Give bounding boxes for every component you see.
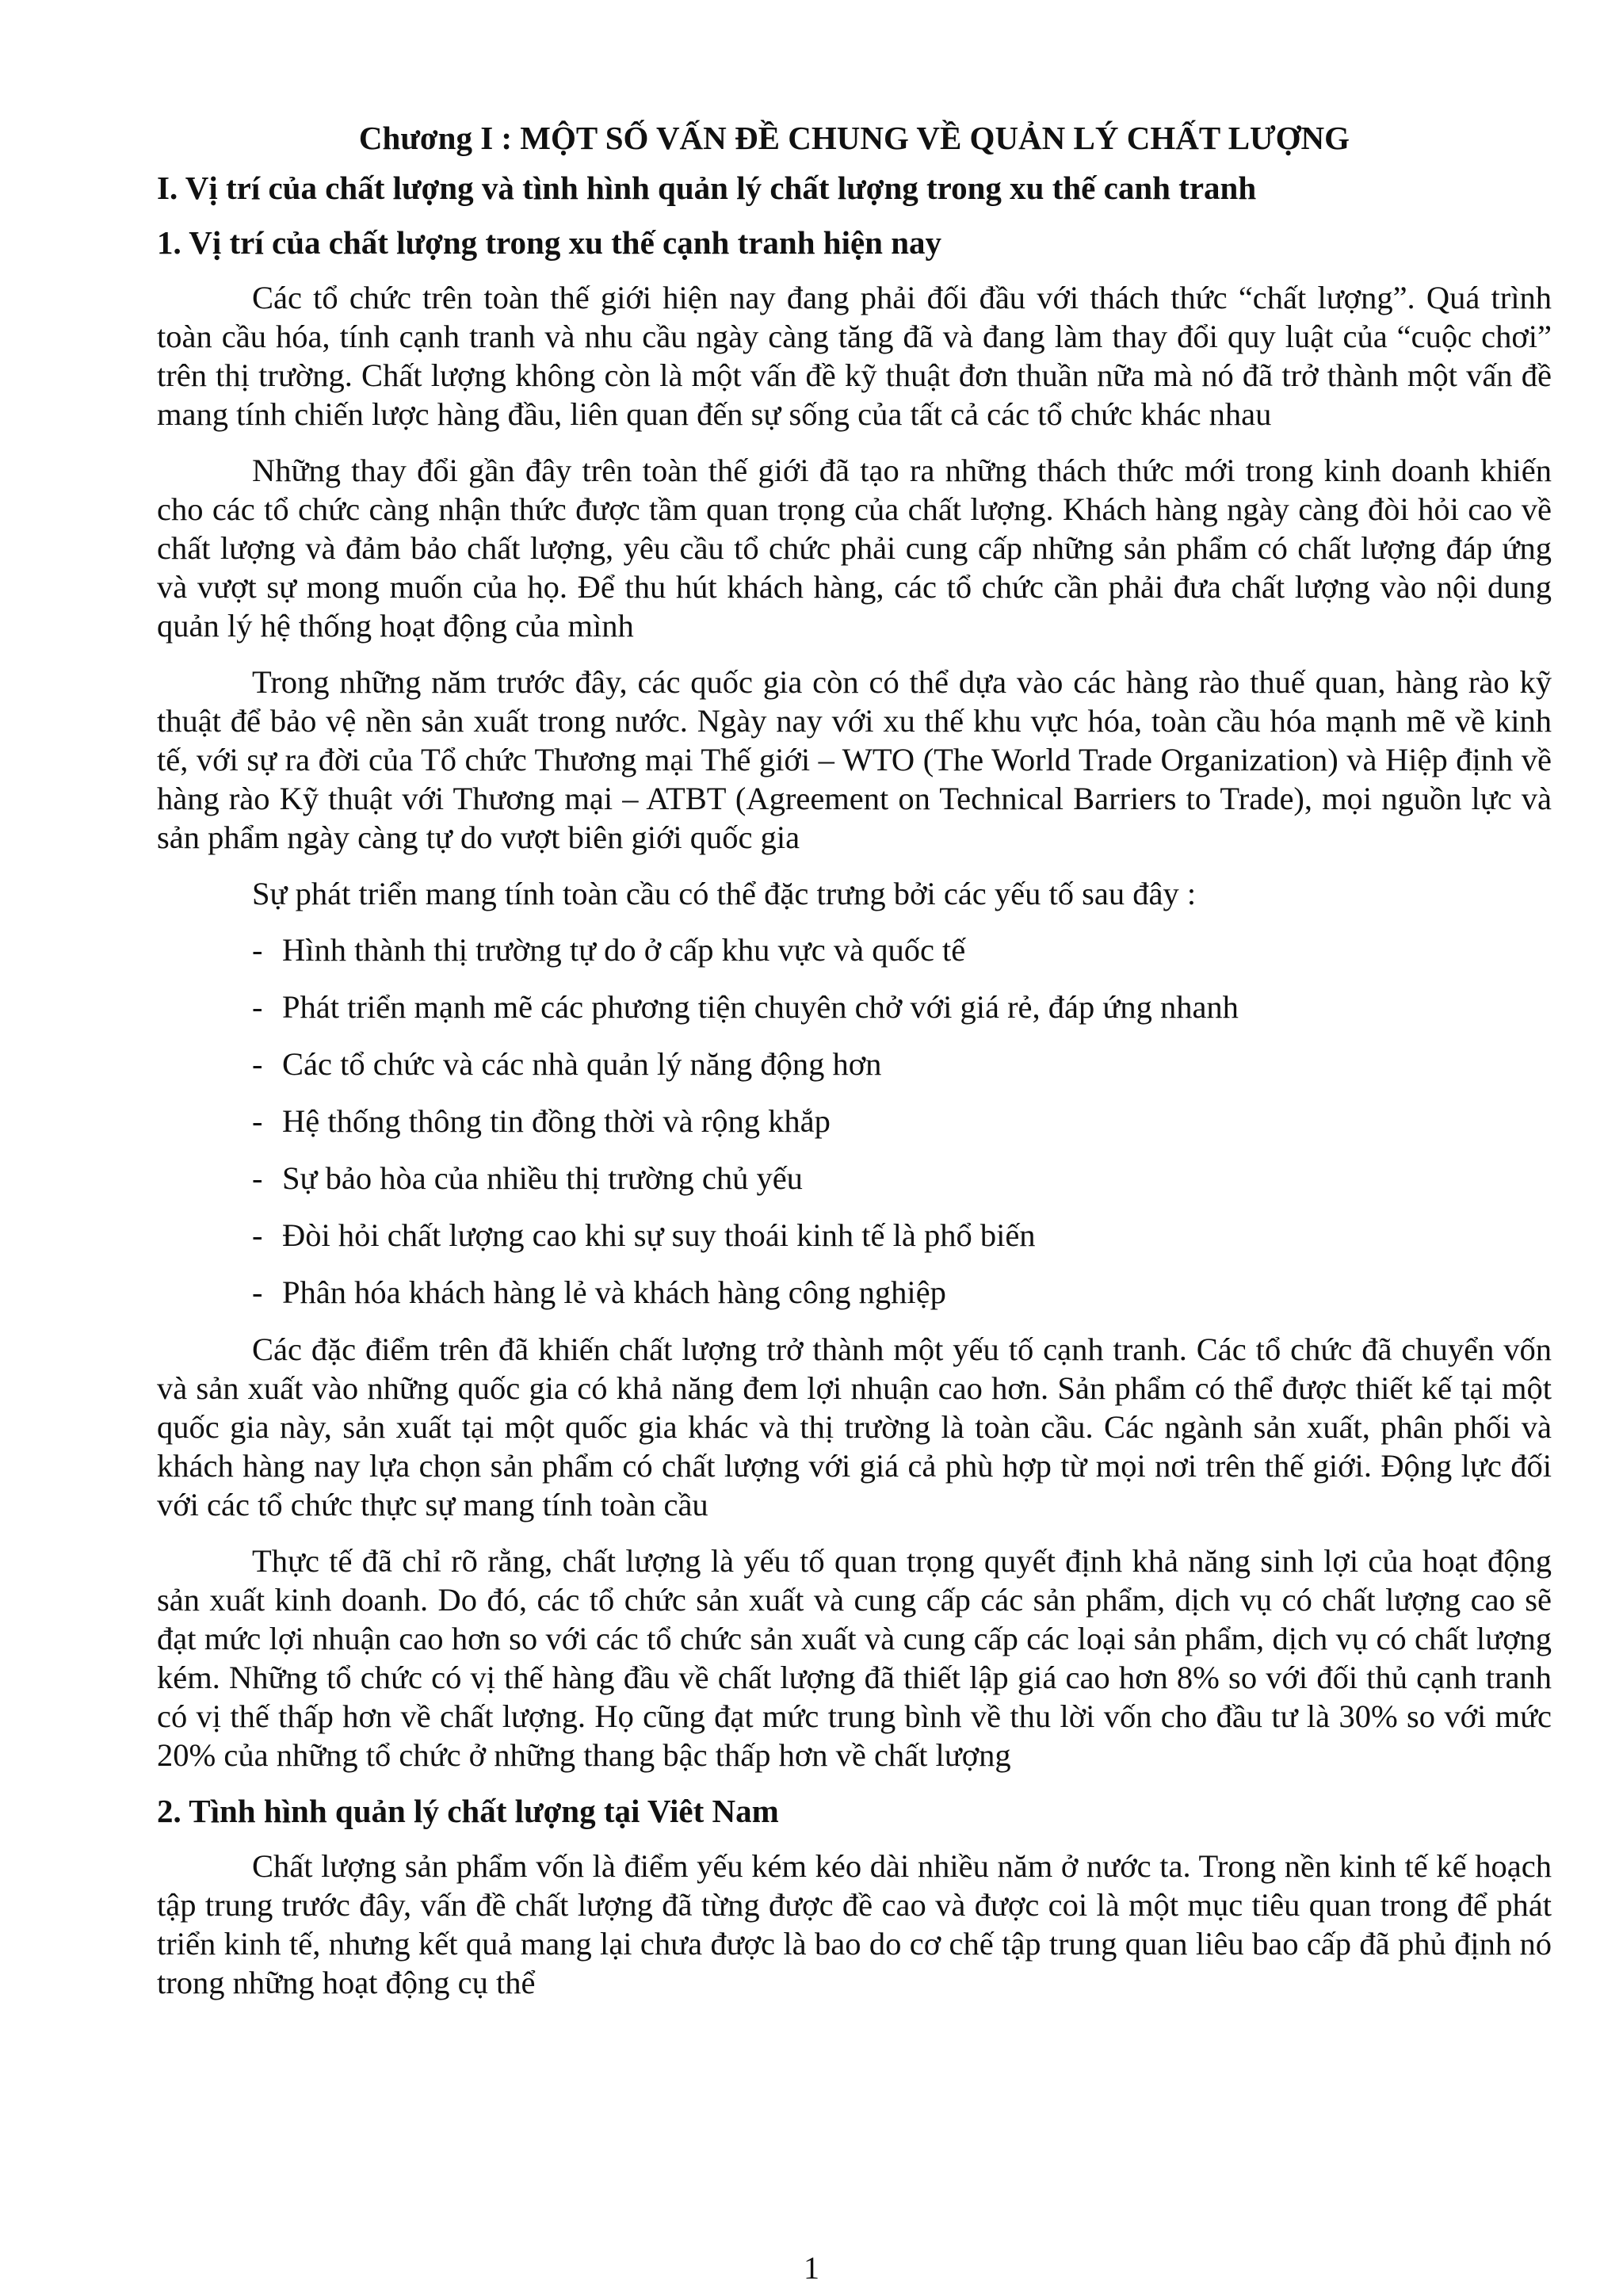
list-item (157, 988, 1552, 1026)
list-item (157, 1102, 1552, 1140)
paragraph: Trong những năm trước đây, các quốc gia còn có thể dựa vào các hàng rào thuế quan, hàng rào kỹ thuật để bảo vệ nền sản xuất trong nước. Ngày nay với xu thế khu vực hóa, toàn cầu hóa mạnh mẽ về kinh tế, với sự ra đời của Tổ chức Thương mại Thế giới – WTO (The World Trade Organization) và Hiệp định về hàng rào Kỹ thuật với Thương mại – ATBT (Agreement on Technical Barriers to Trade), mọi nguồn lực và sản phẩm ngày càng tự do vượt biên giới quốc gia (157, 664, 1552, 855)
paragraph: Các tổ chức trên toàn thế giới hiện nay đang phải đối đầu với thách thức “chất lượng”. Quá trình toàn cầu hóa, tính cạnh tranh và nhu cầu ngày càng tăng đã và đang làm thay đổi quy luật của “cuộc chơi” trên thị trường. Chất lượng không còn là một vấn đề kỹ thuật đơn thuần nữa mà nó đã trở thành một vấn đề mang tính chiến lược hàng đầu, liên quan đến sự sống của tất cả các tổ chức khác nhau (157, 280, 1552, 432)
section-title: I. Vị trí của chất lượng và tình hình quản lý chất lượng trong xu thế canh tranh (157, 170, 1257, 206)
list-item (157, 1216, 1552, 1255)
list-item (157, 1159, 1552, 1198)
paragraph: Chất lượng sản phẩm vốn là điểm yếu kém kéo dài nhiều năm ở nước ta. Trong nền kinh tế kế hoạch tập trung trước đây, vấn đề chất lượng đã từng được đề cao và được coi là một mục tiêu quan trong để phát triển kinh tế, nhưng kết quả mang lại chưa được là bao do cơ chế tập trung quan liêu bao cấp đã phủ định nó trong những hoạt động cụ thể (157, 1848, 1552, 2000)
list-item-text: Hình thành thị trường tự do ở cấp khu vực và quốc tế (282, 932, 966, 968)
bullet-dash: - (252, 1046, 263, 1082)
chapter-title: Chương I : MỘT SỐ VẤN ĐỀ CHUNG VỀ QUẢN LÝ CHẤT LƯỢNG (358, 120, 1350, 156)
list-item-text: Đòi hỏi chất lượng cao khi sự suy thoái kinh tế là phổ biến (282, 1217, 1036, 1253)
list-item (157, 930, 1552, 969)
paragraph: Những thay đổi gần đây trên toàn thế giới đã tạo ra những thách thức mới trong kinh doanh khiến cho các tổ chức càng nhận thức được tầm quan trọng của chất lượng. Khách hàng ngày càng đòi hỏi cao về chất lượng và đảm bảo chất lượng, yêu cầu tổ chức phải cung cấp những sản phẩm có chất lượng đáp ứng và vượt sự mong muốn của họ. Để thu hút khách hàng, các tổ chức cần phải đưa chất lượng vào nội dung quản lý hệ thống hoạt động của mình (157, 453, 1552, 644)
list-intro: Sự phát triển mang tính toàn cầu có thể đặc trưng bởi các yếu tố sau đây : (252, 876, 1197, 911)
subsection-title: 1. Vị trí của chất lượng trong xu thế cạnh tranh hiện nay (157, 224, 942, 261)
list-item (157, 1045, 1552, 1083)
paragraph: Các đặc điểm trên đã khiến chất lượng trở thành một yếu tố cạnh tranh. Các tổ chức đã chuyển vốn và sản xuất vào những quốc gia có khả năng đem lợi nhuận cao hơn. Sản phẩm có thể được thiết kế tại một quốc gia này, sản xuất tại một quốc gia khác và thị trường là toàn cầu. Các ngành sản xuất, phân phối và khách hàng nay lựa chọn sản phẩm có chất lượng với giá cả phù hợp từ mọi nơi trên thế giới. Động lực đối với các tổ chức thực sự mang tính toàn cầu (157, 1331, 1552, 1522)
bullet-dash: - (252, 989, 263, 1025)
paragraph: Thực tế đã chỉ rõ rằng, chất lượng là yếu tố quan trọng quyết định khả năng sinh lợi của hoạt động sản xuất kinh doanh. Do đó, các tổ chức sản xuất và cung cấp các sản phẩm, dịch vụ có chất lượng cao sẽ đạt mức lợi nhuận cao hơn so với các tổ chức sản xuất và cung cấp các loại sản phẩm, dịch vụ có chất lượng kém. Những tổ chức có vị thế hàng đầu về chất lượng đã thiết lập giá cao hơn 8% so với đối thủ cạnh tranh có vị thế thấp hơn về chất lượng. Họ cũng đạt mức trung bình về thu lời vốn cho đầu tư là 30% so với mức 20% của những tổ chức ở những thang bậc thấp hơn về chất lượng (157, 1543, 1552, 1773)
list-item-text: Hệ thống thông tin đồng thời và rộng khắp (282, 1103, 831, 1139)
subsection-title: 2. Tình hình quản lý chất lượng tại Viêt Nam (157, 1793, 779, 1829)
list-item-text: Các tổ chức và các nhà quản lý năng động hơn (282, 1046, 882, 1082)
list-item (157, 1273, 1552, 1312)
bullet-dash: - (252, 1274, 263, 1310)
page-number: 1 (804, 2250, 819, 2286)
list-item-text: Phát triển mạnh mẽ các phương tiện chuyên chở với giá rẻ, đáp ứng nhanh (282, 989, 1239, 1025)
bullet-dash: - (252, 932, 263, 968)
list-item-text: Phân hóa khách hàng lẻ và khách hàng công nghiệp (282, 1274, 946, 1310)
bullet-dash: - (252, 1103, 263, 1139)
list-item-text: Sự bảo hòa của nhiều thị trường chủ yếu (282, 1160, 803, 1196)
document-page (157, 119, 1552, 2019)
bullet-list (157, 930, 1552, 1312)
bullet-dash: - (252, 1160, 263, 1196)
bullet-dash: - (252, 1217, 263, 1253)
